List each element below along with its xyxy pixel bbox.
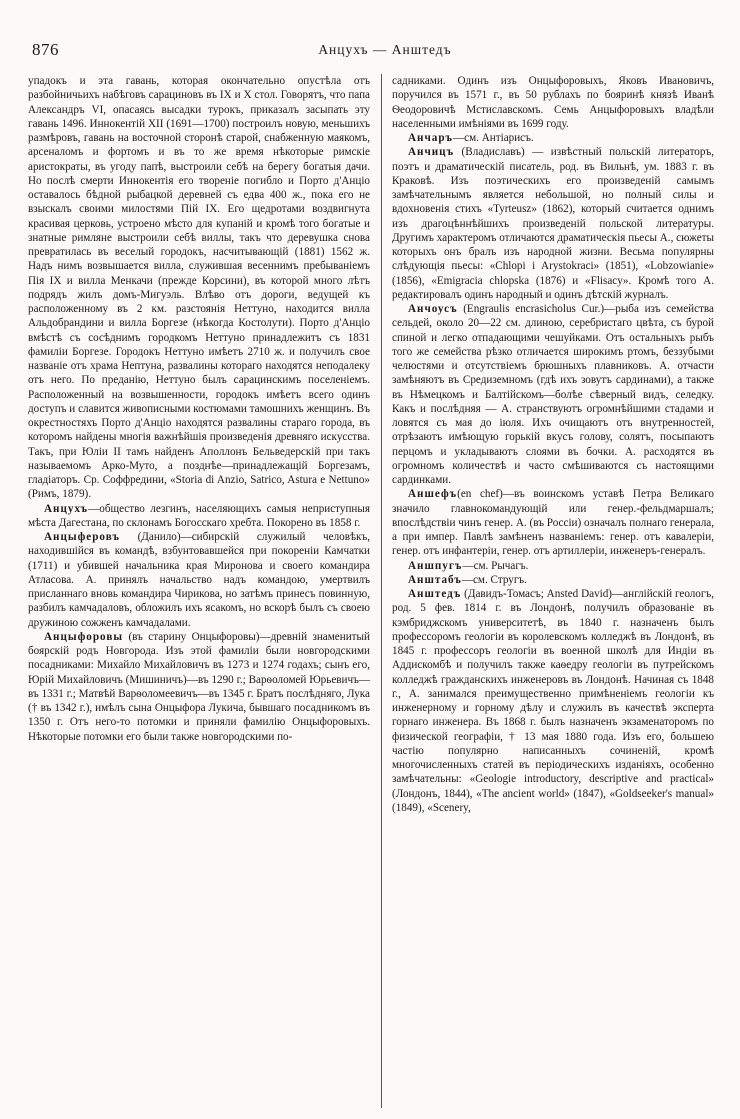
entry-headword: Анчоусъ (408, 303, 458, 315)
entry-text: —см. Рычагъ. (462, 559, 529, 572)
page-number: 876 (32, 40, 59, 59)
dictionary-entry (28, 530, 370, 630)
entry-headword: Аншефъ (408, 488, 458, 501)
dictionary-entry (28, 630, 370, 744)
entry-headword: Анчицъ (408, 146, 455, 159)
entry-text: (Данило)—сибирскій служилый человѣкъ, находившійся въ командѣ, взбунтовавшейся при покореніи Камчатки (1711) и убившей начальника края Миронова и своего командира Атласова. А. принялъ начальство надъ командою, умертвилъ присланнаго вновь командира Чирикова, но затѣмъ принесъ повинную, разбилъ камчадаловъ, обложилъ ихъ ясакомъ, но вскорѣ былъ съ своею дружиною сожженъ камчадалами. (28, 531, 370, 629)
entry-text: (Владиславъ) — извѣстный польскій литераторъ, поэтъ и драматическій писатель, род. въ Вильнѣ, ум. 1883 г. въ Краковѣ. Изъ поэтическихъ его произведеній самымъ замѣчательнымъ является небольшой, но полный силы и вдохновенія стихъ «Tyrteusz» (1862), который считается однимъ изъ драгоцѣннѣйшихъ произведеній польской литературы. Другимъ характеромъ отличаются драматическія пьесы А., сюжеты которыхъ онъ бралъ изъ народной жизни. Весьма популярны слѣдующія пьесы: «Chlopi i Arystokraci» (1851), «Lobzowianie» (1856), «Emigracia chlopska (1876) и «Flisacy». Кромѣ того А. редактировалъ одинъ народный и одинъ дѣтскій журналъ. (392, 146, 714, 301)
entry-text: (Давидъ-Томасъ; Ansted David)—англійскій геологъ, род. 5 фев. 1814 г. въ Лондонѣ, получилъ образованіе въ кэмбриджскомъ университетѣ, въ 1840 г. назначенъ былъ профессоромъ геологіи въ королевскомъ колледжѣ въ Лондонѣ, въ 1845 г. профессоръ геологіи въ военной школѣ для Индіи въ Аддискомбѣ и получилъ также каѳедру геологіи въ путрейскомъ колледжѣ гражданскихъ инженеровъ въ Лондонѣ. Начиная съ 1848 г., А. занимался преимущественно примѣненіемъ геологіи къ инженерному и горному дѣлу и служилъ въ качествѣ эксперта горнаго инженера. Въ 1868 г. былъ назначенъ экзаменаторомъ по физической географіи, † 13 мая 1880 года. Изъ его, большею частію популярно написанныхъ сочиненій, кромѣ многочисленныхъ статей въ періодическихъ изданіяхъ, особенно замѣчательны: «Geologie introductory, descriptive and practical» (Лондонъ, 1844), «The ancient world» (1847), «Goldseeker's manual» (1849), «Scenery, (392, 588, 714, 814)
running-head: Анцухъ — Анштедъ (318, 42, 452, 57)
dictionary-entry (392, 131, 714, 145)
entry-headword: Анштабъ (408, 573, 462, 586)
dictionary-entry (392, 487, 714, 558)
entry-text: (en chef)—въ воинскомъ уставѣ Петра Великаго значило главнокомандующій или генер.-фельдмаршалъ; впослѣдствіи чинъ генер. А. (въ Россіи) означалъ полнаго генерала, а при импер. Павлѣ замѣненъ названіемъ: генер. отъ кавалеріи, генер. отъ инфантеріи, генер. отъ артиллеріи, инженеръ-генералъ. (392, 488, 714, 558)
dictionary-entry (392, 587, 714, 815)
dictionary-entry (392, 573, 714, 587)
paragraph-text: упадокъ и эта гавань, которая окончательно опустѣла отъ разбойничьихъ набѣговъ сарациновъ въ IX и X стол. Говорятъ, что папа Александръ VI, опасаясь высадки турокъ, приказалъ засыпать эту гавань 1496. Иннокентій XII (1691—1700) построилъ новую, меньшихъ размѣровъ, гавань на восточной сторонѣ старой, снабженную маякомъ, арсеналомъ и фортомъ и въ то же время нѣкоторые римскіе аристократы, въ угоду папѣ, выстроили себѣ на берегу богатыя дачи. Но послѣ смерти Иннокентія его твореніе погибло и Порто д'Анціо оставалось бѣдной рыбацкой деревней съ едва 400 ж., пока его не взыскалъ своими милостями Пій IX. Его щедротами воздвигнута красивая церковь, устроено мѣсто для купаній и кромѣ того богатые и знатные римляне выстроили себѣ виллы, такъ что деревушка снова превратилась въ веселый городокъ, насчитывающій (1881) 1562 ж. Надъ нимъ возвышается вилла, служившая весеннимъ пребываніемъ Пія IX и вилла Менкачи (прежде Корсини), въ которой много лѣтъ подрядъ жилъ домъ-Мигуэль. Влѣво отъ дороги, ведущей къ расположенному въ 2 км. разстоянія Неттуно, находится вилла Альдобрандини и вилла Боргезе (нѣкогда Костолути). Порто д'Анціо вмѣстѣ съ сосѣднимъ городкомъ Неттуно принадлежитъ съ 1831 фамиліи Боргезе. Городокъ Неттуно имѣетъ 2710 ж. и получилъ свое названіе отъ храма Нептуна, развалины котораго находятся неподалеку отъ него. По преданію, Неттуно былъ сарацинскимъ поселеніемъ. Расположенный на возвышенности, городокъ имѣетъ всего одинъ доступъ и славится живописными костюмами тамошнихъ женщинъ. Въ окрестностяхъ Порто д'Анціо находятся развалины стараго города, въ которомъ найдены многія важнѣйшія произведенія древняго искусства. Такъ, при Юліи II тамъ найденъ Аполлонъ Бельведерскій при такъ называемомъ Арко-Муто, а позднѣе—принадлежащій Боргезамъ, гладіаторъ. Ср. Соффредини, «Storia di Anzio, Satrico, Astura e Nettuno» (Римъ, 1879). (28, 75, 370, 501)
dictionary-entry (392, 145, 714, 302)
continued-text (28, 74, 370, 502)
entry-headword: Анцыфоровы (44, 630, 124, 643)
entry-text: —общество лезгинъ, населяющихъ самыя неприступныя мѣста Дагестана, по склонамъ Богосскаго хребта. Покорено въ 1858 г. (28, 502, 370, 529)
left-column (28, 74, 370, 744)
dictionary-entry (28, 502, 370, 531)
column-divider (381, 74, 382, 1108)
entry-text: (Engraulis encrasicholus Cur.)—рыба изъ семейства сельдей, около 20—22 см. длиною, серебристаго цвѣта, съ бурой спиной и легко отпадающими чешуйками. Отъ остальныхъ рыбъ того же семейства рѣзко отличается широкимъ ртомъ, беззубыми челюстями и отсутствіемъ брюшныхъ плавниковъ. А. отчасти замѣняютъ въ Средиземномъ (гдѣ ихъ зовутъ сардинами), а также въ Нѣмецкомъ и Балтійскомъ—болѣе сѣверный видъ, селедку. Какъ и послѣдняя — А. странствуютъ огромнѣйшими стадами и ловятся съ мая до іюля. Ихъ очищаютъ отъ внутренностей, отрѣзаютъ имѣющую горькій вкусъ голову, солятъ, посыпаютъ перцомъ и укладываютъ слоями въ бочки. А. расходятся въ огромномъ количествѣ и часто смѣшиваются съ настоящими сардинками. (392, 303, 714, 486)
entry-text: —см. Стругъ. (461, 573, 527, 586)
right-column (392, 74, 714, 815)
dictionary-entry (392, 559, 714, 573)
paragraph-text: садниками. Одинъ изъ Онцыфоровыхъ, Яковъ Ивановичъ, поручился въ 1571 г., въ 50 рублахъ по бояринѣ князѣ Иванѣ Ѳеодоровичѣ Мстиславскомъ. Семь Анцыфоровыхъ владѣли населенными имѣніями въ 1699 году. (392, 75, 714, 130)
dictionary-entry (392, 302, 714, 487)
entry-headword: Анцухъ (44, 502, 89, 515)
entry-text: —см. Антіарисъ. (453, 132, 534, 144)
entry-text: (въ старину Онцыфоровы)—древній знаменитый боярскій родъ Новгорода. Изъ этой фамиліи были новгородскими посадниками: Михайло Михайловичъ въ 1273 и 1274 годахъ; сынъ его, Юрій Михайловичъ (Мишиничъ)—въ 1290 г.; Варѳоломей Юрьевичъ—въ 1331 г.; Матвѣй Варѳоломеевичъ—въ 1345 г. Братъ послѣдняго, Лука († въ 1342 г.), имѣлъ сына Онцыфора Лукича, бывшаго посадникомъ въ 1350 г. Отъ него-то потомки и приняли фамилію Онцыфоровыхъ. Нѣкоторые потомки его были также новгородскими по- (28, 630, 370, 743)
entry-headword: Аншпугъ (408, 559, 463, 572)
entry-headword: Анчаръ (408, 132, 454, 144)
entry-headword: Анштедъ (408, 588, 462, 600)
continued-text (392, 74, 714, 131)
entry-headword: Анцыферовъ (44, 531, 120, 543)
